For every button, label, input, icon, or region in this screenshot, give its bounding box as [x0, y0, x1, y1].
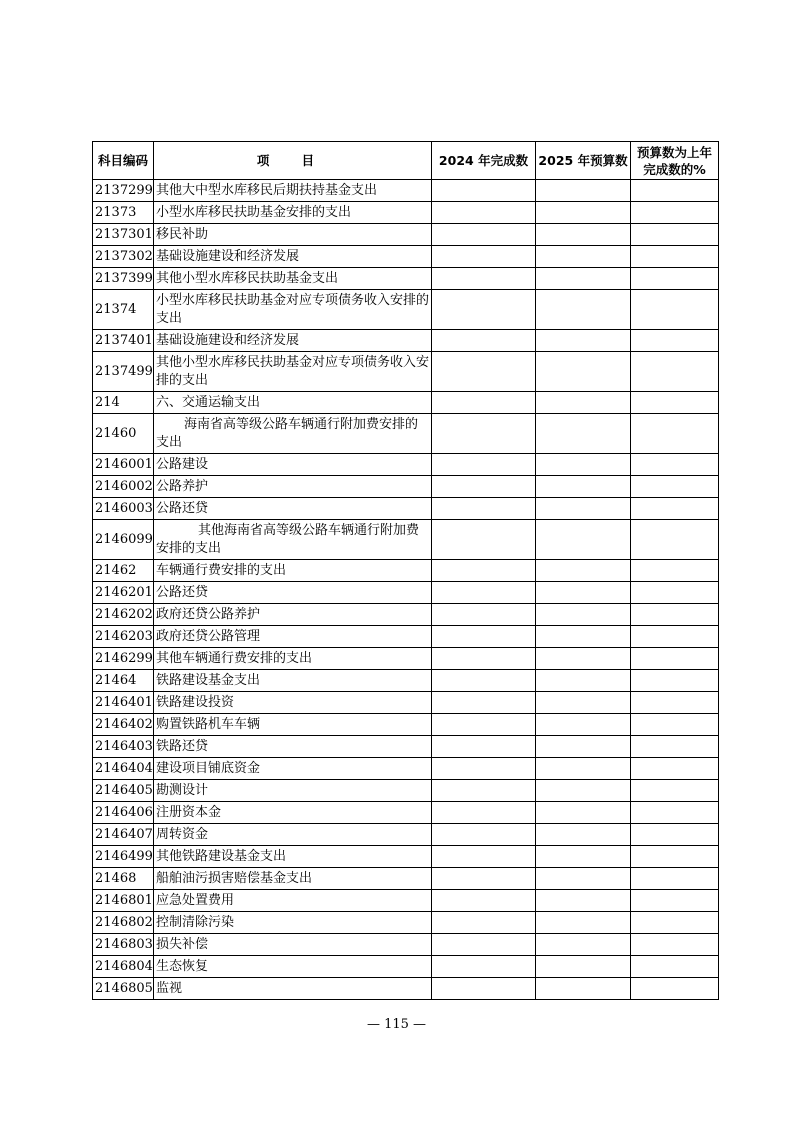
row-ratio	[631, 352, 719, 392]
row-item-name: 公路建设	[154, 454, 432, 476]
row-ratio	[631, 498, 719, 520]
table-row	[93, 714, 719, 736]
row-completed-2024	[432, 626, 536, 648]
row-completed-2024	[432, 246, 536, 268]
row-budget-2025	[536, 648, 631, 670]
row-budget-2025	[536, 890, 631, 912]
row-item-name: 船舶油污损害赔偿基金支出	[154, 868, 432, 890]
header-completed-2024: 2024 年完成数	[432, 142, 536, 180]
row-ratio	[631, 736, 719, 758]
table-row	[93, 268, 719, 290]
table-row	[93, 868, 719, 890]
row-completed-2024	[432, 290, 536, 330]
row-completed-2024	[432, 476, 536, 498]
table-body	[93, 180, 719, 1000]
row-completed-2024	[432, 824, 536, 846]
row-code: 2137299	[93, 180, 154, 202]
row-item-name: 六、交通运输支出	[154, 392, 432, 414]
row-ratio	[631, 758, 719, 780]
row-budget-2025	[536, 202, 631, 224]
row-item-name: 公路还贷	[154, 582, 432, 604]
row-code: 21374	[93, 290, 154, 330]
table-row	[93, 414, 719, 454]
row-item-name: 其他铁路建设基金支出	[154, 846, 432, 868]
row-code: 2146299	[93, 648, 154, 670]
row-code: 2146406	[93, 802, 154, 824]
budget-table	[92, 141, 719, 1000]
row-code: 2146803	[93, 934, 154, 956]
row-budget-2025	[536, 736, 631, 758]
row-completed-2024	[432, 604, 536, 626]
row-code: 2146203	[93, 626, 154, 648]
row-budget-2025	[536, 290, 631, 330]
row-budget-2025	[536, 846, 631, 868]
row-code: 2137302	[93, 246, 154, 268]
row-item-name: 基础设施建设和经济发展	[154, 246, 432, 268]
row-ratio	[631, 268, 719, 290]
row-budget-2025	[536, 498, 631, 520]
row-completed-2024	[432, 670, 536, 692]
table-header-row	[93, 142, 719, 180]
row-item-name: 公路还贷	[154, 498, 432, 520]
row-completed-2024	[432, 648, 536, 670]
row-budget-2025	[536, 476, 631, 498]
row-completed-2024	[432, 868, 536, 890]
row-budget-2025	[536, 780, 631, 802]
row-completed-2024	[432, 714, 536, 736]
row-item-name: 政府还贷公路养护	[154, 604, 432, 626]
row-item-name: 基础设施建设和经济发展	[154, 330, 432, 352]
row-item-name: 车辆通行费安排的支出	[154, 560, 432, 582]
row-budget-2025	[536, 330, 631, 352]
row-ratio	[631, 890, 719, 912]
row-ratio	[631, 824, 719, 846]
row-completed-2024	[432, 180, 536, 202]
row-item-name: 生态恢复	[154, 956, 432, 978]
table-row	[93, 330, 719, 352]
row-ratio	[631, 330, 719, 352]
row-budget-2025	[536, 520, 631, 560]
table-row	[93, 934, 719, 956]
table-row	[93, 352, 719, 392]
row-completed-2024	[432, 352, 536, 392]
row-ratio	[631, 802, 719, 824]
row-item-name: 小型水库移民扶助基金对应专项债务收入安排的支出	[154, 290, 432, 330]
row-item-name: 小型水库移民扶助基金安排的支出	[154, 202, 432, 224]
table-row	[93, 476, 719, 498]
table-row	[93, 520, 719, 560]
row-budget-2025	[536, 824, 631, 846]
table-row	[93, 498, 719, 520]
row-code: 2137301	[93, 224, 154, 246]
row-completed-2024	[432, 802, 536, 824]
row-code: 2146804	[93, 956, 154, 978]
table-row	[93, 582, 719, 604]
row-item-name: 其他小型水库移民扶助基金支出	[154, 268, 432, 290]
row-ratio	[631, 560, 719, 582]
row-item-name: 损失补偿	[154, 934, 432, 956]
row-completed-2024	[432, 758, 536, 780]
row-completed-2024	[432, 520, 536, 560]
row-item-name: 其他小型水库移民扶助基金对应专项债务收入安排的支出	[154, 352, 432, 392]
row-budget-2025	[536, 956, 631, 978]
table-row	[93, 224, 719, 246]
row-item-name: 公路养护	[154, 476, 432, 498]
row-completed-2024	[432, 956, 536, 978]
row-budget-2025	[536, 582, 631, 604]
row-ratio	[631, 780, 719, 802]
row-ratio	[631, 626, 719, 648]
row-ratio	[631, 912, 719, 934]
row-budget-2025	[536, 560, 631, 582]
row-item-name: 移民补助	[154, 224, 432, 246]
table-row	[93, 824, 719, 846]
table-row	[93, 560, 719, 582]
row-budget-2025	[536, 392, 631, 414]
row-code: 21460	[93, 414, 154, 454]
table-row	[93, 978, 719, 1000]
row-code: 2146002	[93, 476, 154, 498]
row-ratio	[631, 956, 719, 978]
table-row	[93, 692, 719, 714]
table-row	[93, 912, 719, 934]
row-code: 2146003	[93, 498, 154, 520]
table-row	[93, 246, 719, 268]
table-row	[93, 202, 719, 224]
row-ratio	[631, 670, 719, 692]
row-item-name: 铁路建设投资	[154, 692, 432, 714]
row-item-name: 其他海南省高等级公路车辆通行附加费安排的支出	[154, 520, 432, 560]
row-ratio	[631, 290, 719, 330]
row-code: 2146407	[93, 824, 154, 846]
row-completed-2024	[432, 560, 536, 582]
row-code: 2146404	[93, 758, 154, 780]
table-row	[93, 802, 719, 824]
row-budget-2025	[536, 934, 631, 956]
row-item-name: 其他车辆通行费安排的支出	[154, 648, 432, 670]
table-row	[93, 626, 719, 648]
row-item-name: 勘测设计	[154, 780, 432, 802]
row-code: 2146499	[93, 846, 154, 868]
table-row	[93, 890, 719, 912]
row-completed-2024	[432, 414, 536, 454]
row-completed-2024	[432, 202, 536, 224]
table-row	[93, 956, 719, 978]
row-completed-2024	[432, 454, 536, 476]
table-row	[93, 758, 719, 780]
row-code: 21468	[93, 868, 154, 890]
row-budget-2025	[536, 868, 631, 890]
row-completed-2024	[432, 978, 536, 1000]
row-ratio	[631, 978, 719, 1000]
row-code: 21373	[93, 202, 154, 224]
table-row	[93, 290, 719, 330]
row-budget-2025	[536, 626, 631, 648]
row-code: 21464	[93, 670, 154, 692]
row-ratio	[631, 648, 719, 670]
row-item-name: 注册资本金	[154, 802, 432, 824]
row-ratio	[631, 392, 719, 414]
row-code: 2137401	[93, 330, 154, 352]
page-number: — 115 —	[366, 1017, 427, 1032]
row-ratio	[631, 846, 719, 868]
row-item-name: 铁路建设基金支出	[154, 670, 432, 692]
row-budget-2025	[536, 978, 631, 1000]
header-item: 项 目	[154, 142, 432, 180]
row-item-name: 控制清除污染	[154, 912, 432, 934]
row-code: 2146403	[93, 736, 154, 758]
row-ratio	[631, 604, 719, 626]
row-budget-2025	[536, 802, 631, 824]
row-ratio	[631, 934, 719, 956]
row-code: 2146405	[93, 780, 154, 802]
row-code: 2146805	[93, 978, 154, 1000]
row-code: 21462	[93, 560, 154, 582]
table-row	[93, 648, 719, 670]
row-item-name: 其他大中型水库移民后期扶持基金支出	[154, 180, 432, 202]
row-item-name: 购置铁路机车车辆	[154, 714, 432, 736]
row-completed-2024	[432, 890, 536, 912]
row-completed-2024	[432, 392, 536, 414]
row-item-name: 应急处置费用	[154, 890, 432, 912]
row-item-name: 建设项目铺底资金	[154, 758, 432, 780]
row-budget-2025	[536, 352, 631, 392]
row-completed-2024	[432, 934, 536, 956]
row-budget-2025	[536, 670, 631, 692]
row-code: 2146099	[93, 520, 154, 560]
header-code: 科目编码	[93, 142, 154, 180]
row-item-name: 铁路还贷	[154, 736, 432, 758]
row-ratio	[631, 202, 719, 224]
header-ratio: 预算数为上年完成数的%	[631, 142, 719, 180]
row-code: 2137499	[93, 352, 154, 392]
row-ratio	[631, 868, 719, 890]
row-completed-2024	[432, 736, 536, 758]
header-budget-2025: 2025 年预算数	[536, 142, 631, 180]
row-completed-2024	[432, 268, 536, 290]
row-ratio	[631, 224, 719, 246]
row-budget-2025	[536, 180, 631, 202]
row-budget-2025	[536, 604, 631, 626]
row-completed-2024	[432, 224, 536, 246]
row-completed-2024	[432, 846, 536, 868]
row-code: 2146001	[93, 454, 154, 476]
row-budget-2025	[536, 758, 631, 780]
row-code: 2146202	[93, 604, 154, 626]
row-ratio	[631, 714, 719, 736]
row-completed-2024	[432, 692, 536, 714]
row-budget-2025	[536, 246, 631, 268]
row-ratio	[631, 582, 719, 604]
row-ratio	[631, 692, 719, 714]
row-budget-2025	[536, 454, 631, 476]
row-completed-2024	[432, 330, 536, 352]
table-row	[93, 392, 719, 414]
row-budget-2025	[536, 268, 631, 290]
table-row	[93, 846, 719, 868]
row-ratio	[631, 414, 719, 454]
row-code: 2146402	[93, 714, 154, 736]
row-completed-2024	[432, 912, 536, 934]
table-row	[93, 780, 719, 802]
table-row	[93, 604, 719, 626]
table-row	[93, 180, 719, 202]
row-budget-2025	[536, 414, 631, 454]
row-item-name: 监视	[154, 978, 432, 1000]
table-row	[93, 670, 719, 692]
row-item-name: 周转资金	[154, 824, 432, 846]
row-completed-2024	[432, 780, 536, 802]
row-code: 2146401	[93, 692, 154, 714]
row-code: 2146201	[93, 582, 154, 604]
row-completed-2024	[432, 582, 536, 604]
row-code: 2146801	[93, 890, 154, 912]
row-ratio	[631, 246, 719, 268]
row-ratio	[631, 476, 719, 498]
row-item-name: 政府还贷公路管理	[154, 626, 432, 648]
row-ratio	[631, 520, 719, 560]
table-row	[93, 736, 719, 758]
row-budget-2025	[536, 714, 631, 736]
row-budget-2025	[536, 692, 631, 714]
row-item-name: 海南省高等级公路车辆通行附加费安排的支出	[154, 414, 432, 454]
row-ratio	[631, 180, 719, 202]
row-code: 2146802	[93, 912, 154, 934]
row-code: 214	[93, 392, 154, 414]
row-budget-2025	[536, 224, 631, 246]
row-ratio	[631, 454, 719, 476]
row-budget-2025	[536, 912, 631, 934]
row-code: 2137399	[93, 268, 154, 290]
row-completed-2024	[432, 498, 536, 520]
table-row	[93, 454, 719, 476]
